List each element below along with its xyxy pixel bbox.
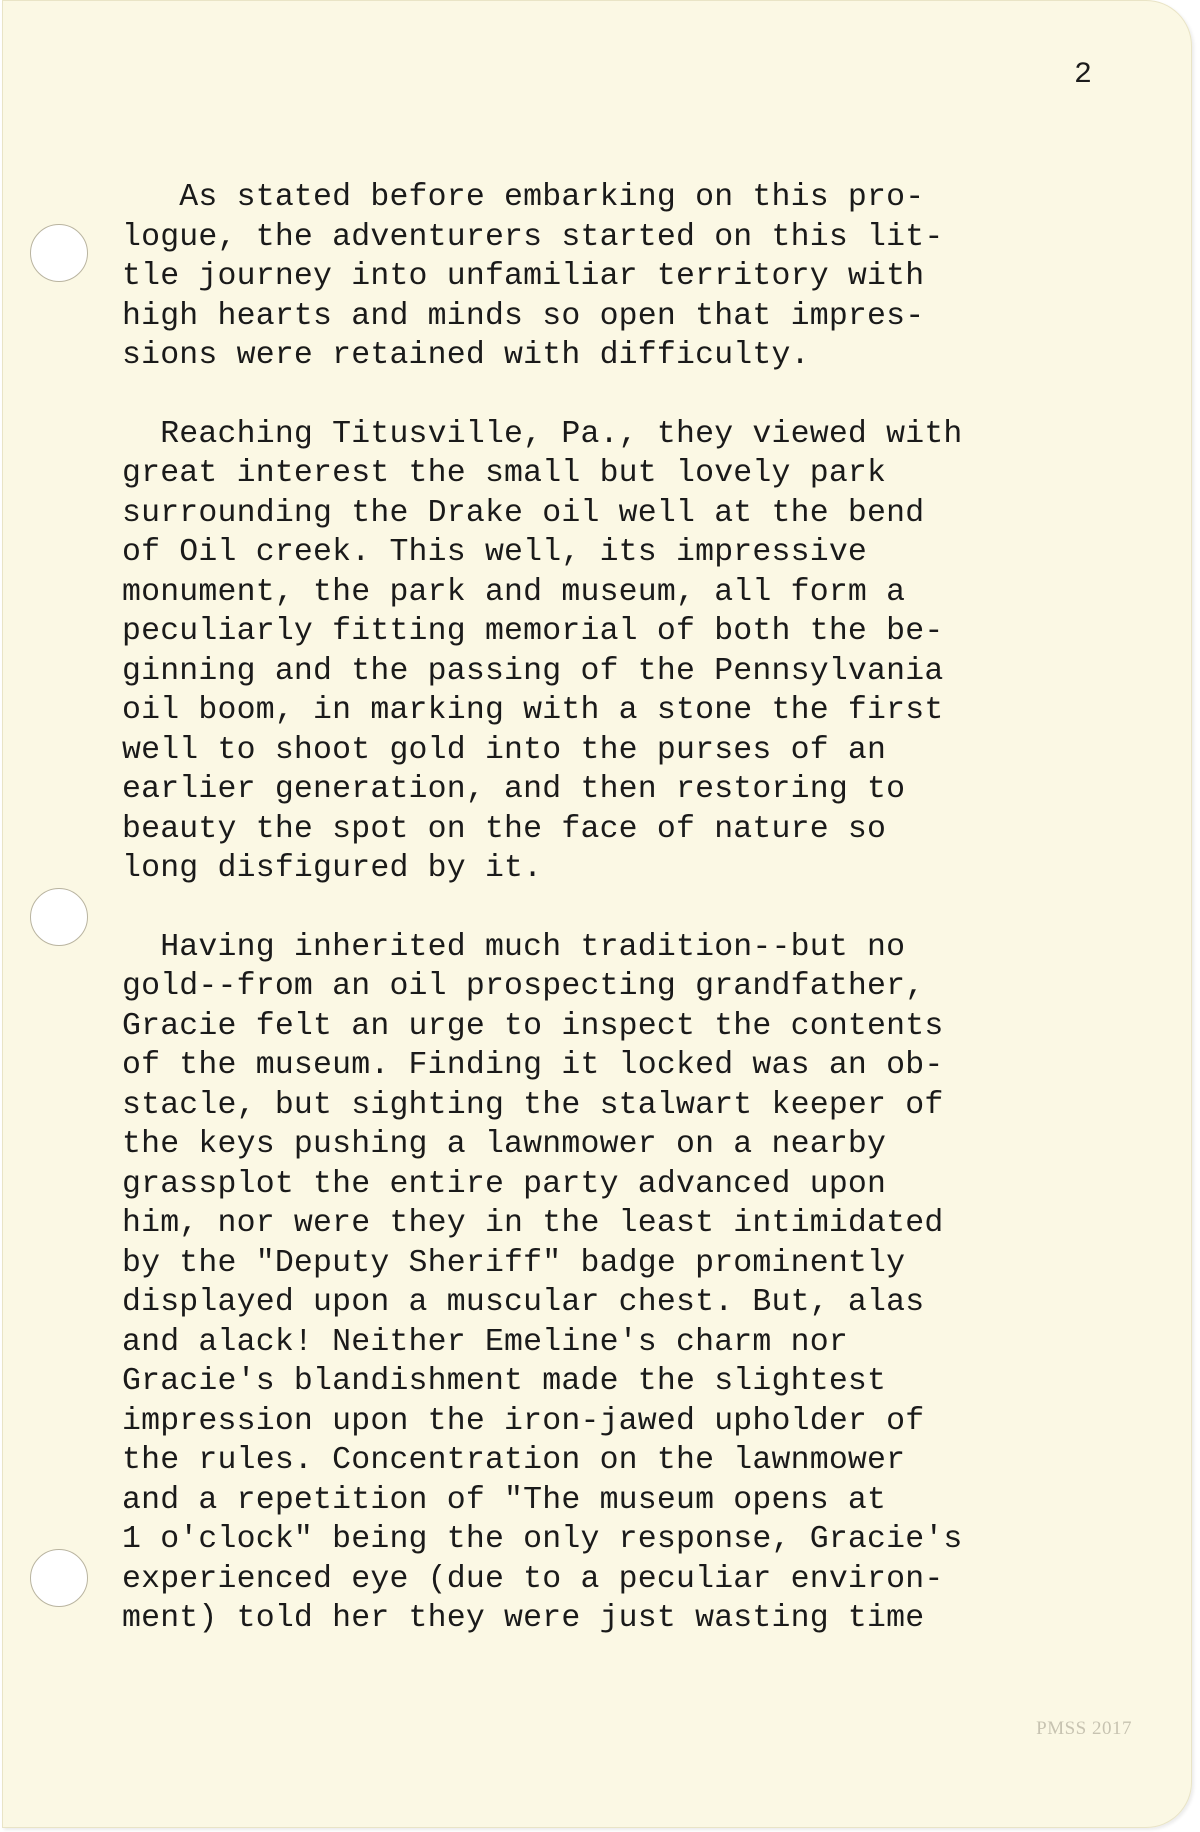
text-line: him, nor were they in the least intimidated	[122, 1206, 944, 1241]
text-line: surrounding the Drake oil well at the bend	[122, 495, 925, 531]
text-line: Gracie felt an urge to inspect the contents	[122, 1008, 944, 1044]
text-line: ginning and the passing of the Pennsylvania	[122, 653, 944, 689]
text-line: grassplot the entire party advanced upon	[122, 1166, 887, 1202]
text-line: sions were retained with difficulty.	[122, 338, 810, 373]
paragraph	[122, 178, 963, 376]
text-line: Having inherited much tradition--but no	[122, 929, 906, 965]
text-line: and alack! Neither Emeline's charm nor	[122, 1324, 848, 1360]
binder-hole-top	[30, 224, 88, 282]
text-line: peculiarly fitting memorial of both the be-	[122, 614, 944, 649]
text-line: Reaching Titusville, Pa., they viewed with	[122, 416, 963, 452]
text-line: ment) told her they were just wasting time	[122, 1601, 925, 1636]
text-line: earlier generation, and then restoring to	[122, 772, 906, 807]
text-line: stacle, but sighting the stalwart keeper of	[122, 1087, 944, 1123]
text-line: by the "Deputy Sheriff" badge prominently	[122, 1245, 906, 1281]
text-line: of Oil creek. This well, its impressive	[122, 535, 868, 570]
text-line: the keys pushing a lawnmower on a nearby	[122, 1127, 887, 1162]
text-line: gold--from an oil prospecting grandfather,	[122, 969, 925, 1004]
paragraph	[122, 928, 963, 1639]
text-line: As stated before embarking on this pro-	[122, 180, 925, 215]
binder-hole-middle	[30, 888, 88, 946]
text-line: long disfigured by it.	[122, 851, 543, 886]
text-line: logue, the adventurers started on this lit-	[122, 219, 944, 255]
text-line: of the museum. Finding it locked was an ob-	[122, 1048, 944, 1083]
text-line: the rules. Concentration on the lawnmower	[122, 1443, 906, 1478]
binder-hole-bottom	[30, 1549, 88, 1607]
text-line: tle journey into unfamiliar territory with	[122, 259, 925, 294]
text-line: beauty the spot on the face of nature so	[122, 811, 887, 847]
typed-page	[2, 0, 1192, 1828]
text-line: great interest the small but lovely park	[122, 456, 887, 491]
paragraph	[122, 415, 963, 889]
text-line: impression upon the iron-jawed upholder of	[122, 1403, 925, 1439]
text-line: and a repetition of "The museum opens at	[122, 1482, 887, 1518]
text-line: 1 o'clock" being the only response, Gracie's	[122, 1522, 963, 1557]
text-line: high hearts and minds so open that impres-	[122, 298, 925, 334]
text-line: Gracie's blandishment made the slightest	[122, 1364, 887, 1399]
page-number: 2	[1073, 58, 1092, 92]
text-line: monument, the park and museum, all form a	[122, 574, 906, 610]
text-line: displayed upon a muscular chest. But, alas	[122, 1285, 925, 1320]
watermark: PMSS 2017	[1036, 1718, 1132, 1739]
text-line: oil boom, in marking with a stone the first	[122, 693, 944, 728]
text-line: experienced eye (due to a peculiar environ-	[122, 1561, 944, 1597]
text-line: well to shoot gold into the purses of an	[122, 732, 887, 768]
typed-text-body	[122, 178, 963, 1678]
